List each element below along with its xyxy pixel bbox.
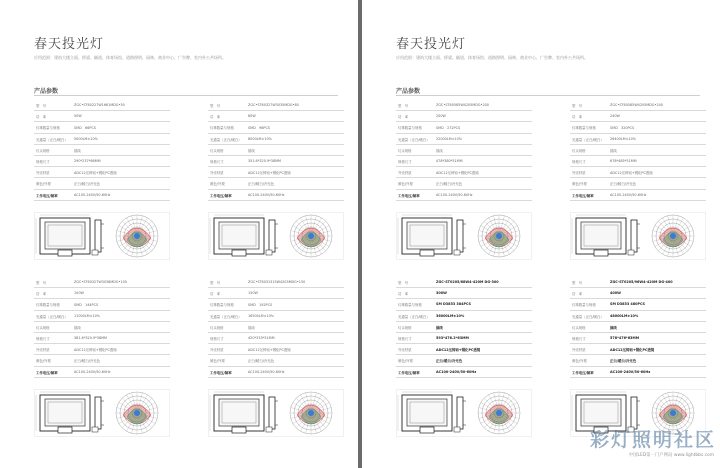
spec-row <box>396 167 532 178</box>
spec-label: 灯头规格 <box>210 325 224 330</box>
spec-label: 外壳材质 <box>398 348 412 353</box>
spec-table <box>570 100 706 201</box>
spec-label: 功 率 <box>398 292 409 297</box>
spec-label: 光通量（正白/暖白） <box>36 137 68 142</box>
spec-label: 光通量（正白/暖白） <box>36 314 68 319</box>
spec-value: 16500LM±10% <box>248 313 274 318</box>
floodlight-front-view-icon <box>36 392 90 433</box>
spec-label: 型 号 <box>210 281 221 285</box>
spec-label: 灯珠数量与规格 <box>572 303 596 308</box>
spec-value: AC100-240V/50-60Hz <box>436 369 477 374</box>
spec-label: 灯珠数量与规格 <box>210 126 234 131</box>
spec-row <box>208 111 344 122</box>
spec-label: 灯珠数量与规格 <box>210 303 234 308</box>
spec-label: 灯珠数量与规格 <box>572 126 596 131</box>
spec-label: 光通量（正白/暖白） <box>210 137 242 142</box>
spec-label: 型 号 <box>398 281 409 285</box>
spec-value: AC100-240V/50-60Hz <box>248 192 285 197</box>
spec-value: ADC12压铸铝+钢化PC透镜 <box>248 348 291 353</box>
spec-row <box>34 277 170 288</box>
spec-value: ADC12压铸铝+钢化PC透镜 <box>74 348 117 353</box>
spec-label: 颜色/外观 <box>36 359 51 364</box>
spec-value: 150W <box>248 291 258 296</box>
spec-label: 灯珠数量与规格 <box>398 126 422 131</box>
section-heading: 产品参数 <box>396 88 421 95</box>
spec-row <box>396 134 532 145</box>
spec-value: 290*237*66MM <box>74 158 101 163</box>
spec-label: 灯珠数量与规格 <box>36 126 60 131</box>
spec-value: 插线 <box>74 325 81 330</box>
spec-value: 420*333*51MM <box>248 335 275 340</box>
spec-value: ADC12压铸铝+钢化PC透镜 <box>248 171 291 176</box>
spec-row <box>34 145 170 156</box>
spec-row <box>208 167 344 178</box>
product-figure <box>208 212 344 260</box>
spec-label: 光通量（正白/暖白） <box>398 137 430 142</box>
light-distribution-polar-chart-icon <box>478 215 520 257</box>
spec-row <box>34 111 170 122</box>
spec-value: 正白/暖白/冷光色 <box>610 182 637 187</box>
spec-value: SM D3853 384PCS <box>436 302 471 307</box>
spec-label: 灯头规格 <box>572 148 586 153</box>
spec-label: 外壳材质 <box>398 171 412 176</box>
spec-row <box>208 311 344 322</box>
spec-value: ADC12压铸铝+钢化PC透镜 <box>610 171 653 176</box>
product-figure <box>396 389 532 437</box>
spec-row <box>208 367 344 378</box>
spec-value: SMD 96PCS <box>248 126 270 131</box>
spec-value: 100W <box>74 291 84 296</box>
spec-label: 颜色/外观 <box>572 359 587 364</box>
spec-value: 351.6*320.9*38MM <box>248 158 281 163</box>
spec-row <box>396 299 532 310</box>
spec-label: 颜色/外观 <box>398 182 413 187</box>
section-heading: 产品参数 <box>34 88 59 95</box>
floodlight-front-view-icon <box>210 392 264 433</box>
product-drawing <box>208 389 344 437</box>
spec-row <box>396 277 532 288</box>
spec-value: 正白/暖白/冷光色 <box>610 359 637 364</box>
floodlight-side-view-icon <box>266 220 278 255</box>
spec-value: 插线 <box>610 325 617 330</box>
spec-value: AC100-240V/50-60Hz <box>248 369 285 374</box>
spec-label: 型 号 <box>36 104 47 108</box>
spec-row <box>34 344 170 355</box>
product-drawing <box>396 389 532 437</box>
spec-value: 正白/暖白/冷光色 <box>436 359 463 364</box>
spec-row <box>34 299 170 310</box>
spec-label: 灯头规格 <box>36 148 50 153</box>
spec-row <box>208 134 344 145</box>
spec-row <box>34 333 170 344</box>
spec-label: 工作电压/频率 <box>210 193 232 198</box>
spec-label: 灯头规格 <box>398 325 412 330</box>
spec-value: 26400LM±10% <box>610 136 636 141</box>
spec-label: 功 率 <box>210 115 221 120</box>
floodlight-front-view-icon <box>210 215 264 256</box>
spec-value: ZGC•ST60585W4205MDG•200 <box>436 103 489 107</box>
light-distribution-polar-chart-icon <box>116 392 158 434</box>
spec-row <box>570 178 706 189</box>
spec-value: 插线 <box>248 325 255 330</box>
floodlight-front-view-icon <box>398 392 452 433</box>
product-figure <box>34 212 170 260</box>
spec-row <box>396 288 532 299</box>
spec-row <box>34 367 170 378</box>
floodlight-side-view-icon <box>454 220 466 255</box>
spec-label: 外壳材质 <box>36 348 50 353</box>
spec-value: 插线 <box>248 148 255 153</box>
spec-row <box>208 122 344 133</box>
spec-value: 593*476.2*63MM <box>436 335 469 340</box>
product-drawing <box>208 212 344 260</box>
catalog-page-right <box>362 0 720 468</box>
floodlight-front-view-icon <box>36 215 90 256</box>
spec-row <box>570 156 706 167</box>
spec-table <box>208 277 344 378</box>
spec-value: 插线 <box>436 148 443 153</box>
catalog-page-left <box>0 0 358 468</box>
spec-value: SMD 144PCS <box>74 303 99 308</box>
spec-label: 光通量（正白/暖白） <box>572 314 604 319</box>
spec-row <box>570 322 706 333</box>
spec-label: 颜色/外观 <box>210 182 225 187</box>
spec-value: 插线 <box>610 148 617 153</box>
spec-value: 240W <box>610 114 620 119</box>
spec-label: 灯珠数量与规格 <box>36 303 60 308</box>
spec-row <box>396 156 532 167</box>
spec-value: 正白/暖白/冷光色 <box>248 182 275 187</box>
spec-table <box>396 277 532 378</box>
spec-row <box>208 344 344 355</box>
spec-value: AC100-240V/50-60Hz <box>74 369 111 374</box>
spec-label: 外壳材质 <box>210 171 224 176</box>
spec-row <box>208 277 344 288</box>
spec-value: 5000LM±10% <box>74 136 98 141</box>
light-distribution-polar-chart-icon <box>290 392 332 434</box>
spec-value: ADC12压铸铝+钢化PC透镜 <box>436 348 481 353</box>
spec-row <box>208 145 344 156</box>
spec-row <box>396 122 532 133</box>
spec-label: 功 率 <box>572 115 583 120</box>
spec-value: SMD 320PCS <box>610 126 635 131</box>
spec-row <box>570 167 706 178</box>
spec-value: ZGC•ST60227W1661MDG•50 <box>74 103 125 107</box>
spec-value: SMD 272PCS <box>436 126 461 131</box>
spec-label: 光通量（正白/暖白） <box>572 137 604 142</box>
spec-row <box>208 190 344 201</box>
spec-row <box>208 299 344 310</box>
floodlight-front-view-icon <box>398 215 452 256</box>
product-figure <box>570 212 706 260</box>
spec-value: AC100-240V/50-60Hz <box>610 192 647 197</box>
spec-value: 400W <box>610 291 621 296</box>
spec-label: 工作电压/频率 <box>398 370 420 375</box>
spec-value: ADC12压铸铝+钢化PC透镜 <box>74 171 117 176</box>
spec-row <box>396 311 532 322</box>
spec-label: 灯头规格 <box>36 325 50 330</box>
spec-row <box>570 111 706 122</box>
spec-label: 外壳材质 <box>572 171 586 176</box>
spec-row <box>570 333 706 344</box>
spec-row <box>396 111 532 122</box>
section-divider <box>34 95 338 96</box>
spec-row <box>34 355 170 366</box>
page-subtitle: 应用范围：建筑大楼立面、桥梁、隧道、体育场馆、道路照明、园林、商业中心、广告牌、室内外公共场所。 <box>34 55 226 60</box>
spec-value: SM D3853 480PCS <box>610 302 645 307</box>
spec-label: 颜色/外观 <box>36 182 51 187</box>
spec-row <box>570 190 706 201</box>
spec-row <box>34 178 170 189</box>
product-drawing <box>34 212 170 260</box>
spec-row <box>396 178 532 189</box>
spec-row <box>208 178 344 189</box>
spec-label: 规格尺寸 <box>572 159 586 164</box>
spec-value: 正白/暖白/冷光色 <box>74 359 101 364</box>
spec-label: 光通量（正白/暖白） <box>398 314 430 319</box>
spec-row <box>570 134 706 145</box>
spec-row <box>34 288 170 299</box>
spec-label: 功 率 <box>210 292 221 297</box>
spec-row <box>34 311 170 322</box>
spec-label: 工作电压/频率 <box>398 193 420 198</box>
spec-value: ADC12压铸铝+钢化PC透镜 <box>436 171 479 176</box>
page-subtitle: 应用范围：建筑大楼立面、桥梁、隧道、体育场馆、道路照明、园林、商业中心、广告牌、室内外公共场所。 <box>396 55 588 60</box>
spec-row <box>208 355 344 366</box>
spec-value: 381.6*320.9*38MM <box>74 335 107 340</box>
spec-label: 工作电压/频率 <box>572 370 594 375</box>
spec-value: ZGC-ST0205/68W4-420M DG-300 <box>436 280 499 284</box>
page-title: 春天投光灯 <box>34 37 105 52</box>
floodlight-front-view-icon <box>572 215 626 256</box>
spec-value: ADC12压铸铝+钢化PC透镜 <box>610 348 655 353</box>
spec-table <box>34 100 170 201</box>
spec-value: 478*380*51MM <box>436 158 463 163</box>
spec-label: 光通量（正白/暖白） <box>210 314 242 319</box>
spec-row <box>208 100 344 111</box>
spec-value: 插线 <box>436 325 443 330</box>
spec-row <box>34 190 170 201</box>
spec-row <box>208 333 344 344</box>
spec-label: 工作电压/频率 <box>572 193 594 198</box>
product-drawing <box>34 389 170 437</box>
product-figure <box>34 389 170 437</box>
spec-value: 300W <box>436 291 447 296</box>
spec-table <box>34 277 170 378</box>
spec-value: 48000LM±10% <box>610 313 639 318</box>
floodlight-side-view-icon <box>92 220 104 255</box>
product-figure <box>208 389 344 437</box>
spec-table <box>396 100 532 201</box>
spec-value: SMD 192PCS <box>248 303 273 308</box>
spec-value: SMD 66PCS <box>74 126 96 131</box>
spec-row <box>34 167 170 178</box>
spec-row <box>570 145 706 156</box>
spec-value: 678*485*51MM <box>610 158 637 163</box>
spec-label: 颜色/外观 <box>572 182 587 187</box>
light-distribution-polar-chart-icon <box>652 215 694 257</box>
spec-label: 规格尺寸 <box>36 336 50 341</box>
spec-label: 规格尺寸 <box>398 336 412 341</box>
spec-label: 规格尺寸 <box>210 336 224 341</box>
spec-row <box>570 122 706 133</box>
spec-label: 功 率 <box>36 292 47 297</box>
spec-value: AC100-240V/50-60Hz <box>436 192 473 197</box>
spec-row <box>570 311 706 322</box>
spec-row <box>570 344 706 355</box>
watermark-logo-text: 彩灯照明社区 <box>589 429 716 451</box>
floodlight-side-view-icon <box>454 397 466 432</box>
spec-label: 型 号 <box>36 281 47 285</box>
spec-label: 工作电压/频率 <box>210 370 232 375</box>
spec-label: 规格尺寸 <box>572 336 586 341</box>
spec-row <box>396 355 532 366</box>
product-drawing <box>396 212 532 260</box>
spec-row <box>396 344 532 355</box>
spec-value: ZGC-ST0205/96W4-420M DG-400 <box>610 280 673 284</box>
spec-label: 外壳材质 <box>36 171 50 176</box>
spec-row <box>396 100 532 111</box>
spec-row <box>208 288 344 299</box>
spec-value: 200W <box>436 114 446 119</box>
light-distribution-polar-chart-icon <box>290 215 332 257</box>
spec-value: 8000LM±10% <box>248 136 272 141</box>
spec-label: 功 率 <box>36 115 47 120</box>
floodlight-side-view-icon <box>266 397 278 432</box>
spec-value: 80W <box>248 114 256 119</box>
spec-row <box>570 277 706 288</box>
spec-label: 颜色/外观 <box>398 359 413 364</box>
spec-value: 正白/暖白/冷光色 <box>74 182 101 187</box>
spec-row <box>570 299 706 310</box>
spec-row <box>208 322 344 333</box>
spec-label: 工作电压/频率 <box>36 370 58 375</box>
spec-value: 正白/暖白/冷光色 <box>436 182 463 187</box>
spec-label: 灯头规格 <box>398 148 412 153</box>
spec-row <box>396 333 532 344</box>
spec-row <box>34 156 170 167</box>
spec-value: ZGC•ST60585W4205MDG•240 <box>610 103 663 107</box>
spec-table <box>570 277 706 378</box>
product-drawing <box>570 212 706 260</box>
spec-value: 36000LM±10% <box>436 313 465 318</box>
spec-row <box>208 156 344 167</box>
spec-row <box>396 145 532 156</box>
spec-row <box>34 134 170 145</box>
spec-label: 型 号 <box>572 281 583 285</box>
spec-label: 规格尺寸 <box>398 159 412 164</box>
spec-value: AC100-240V/50-60Hz <box>610 369 651 374</box>
page-title: 春天投光灯 <box>396 37 467 52</box>
spec-value: ZGC•ST6031315W4205MDG•150 <box>248 280 306 284</box>
watermark-url: 中国LED第一门户网站 www.lightbbs.com <box>628 453 714 458</box>
spec-label: 型 号 <box>398 104 409 108</box>
spec-value: 22000LM±10% <box>436 136 462 141</box>
section-divider <box>396 95 700 96</box>
spec-label: 灯头规格 <box>572 325 586 330</box>
spec-label: 工作电压/频率 <box>36 193 58 198</box>
floodlight-side-view-icon <box>628 220 640 255</box>
spec-row <box>570 355 706 366</box>
spec-value: ZGC•ST60327W3035MDG•80 <box>248 103 299 107</box>
spec-label: 外壳材质 <box>572 348 586 353</box>
spec-row <box>570 367 706 378</box>
spec-label: 外壳材质 <box>210 348 224 353</box>
spec-label: 型 号 <box>572 104 583 108</box>
spec-row <box>34 322 170 333</box>
spec-value: 正白/暖白/冷光色 <box>248 359 275 364</box>
spec-row <box>570 288 706 299</box>
spec-value: 50W <box>74 114 82 119</box>
spec-row <box>34 100 170 111</box>
spec-value: ZGC•ST60327W3036MDG•100 <box>74 280 127 284</box>
spec-label: 功 率 <box>572 292 583 297</box>
light-distribution-polar-chart-icon <box>478 392 520 434</box>
spec-row <box>396 190 532 201</box>
spec-label: 型 号 <box>210 104 221 108</box>
floodlight-side-view-icon <box>92 397 104 432</box>
product-figure <box>396 212 532 260</box>
spec-row <box>34 122 170 133</box>
spec-table <box>208 100 344 201</box>
spec-label: 灯头规格 <box>210 148 224 153</box>
spec-label: 灯珠数量与规格 <box>398 303 422 308</box>
spec-row <box>570 100 706 111</box>
spec-label: 功 率 <box>398 115 409 120</box>
spec-row <box>396 322 532 333</box>
watermark <box>560 425 720 468</box>
spec-row <box>396 367 532 378</box>
light-distribution-polar-chart-icon <box>116 215 158 257</box>
spec-value: 11000LM±10% <box>74 313 100 318</box>
spec-label: 规格尺寸 <box>36 159 50 164</box>
spec-value: 578*476*63MM <box>610 335 640 340</box>
spec-value: AC100-240V/50-60Hz <box>74 192 111 197</box>
spec-label: 颜色/外观 <box>210 359 225 364</box>
spec-value: 插线 <box>74 148 81 153</box>
spec-label: 规格尺寸 <box>210 159 224 164</box>
